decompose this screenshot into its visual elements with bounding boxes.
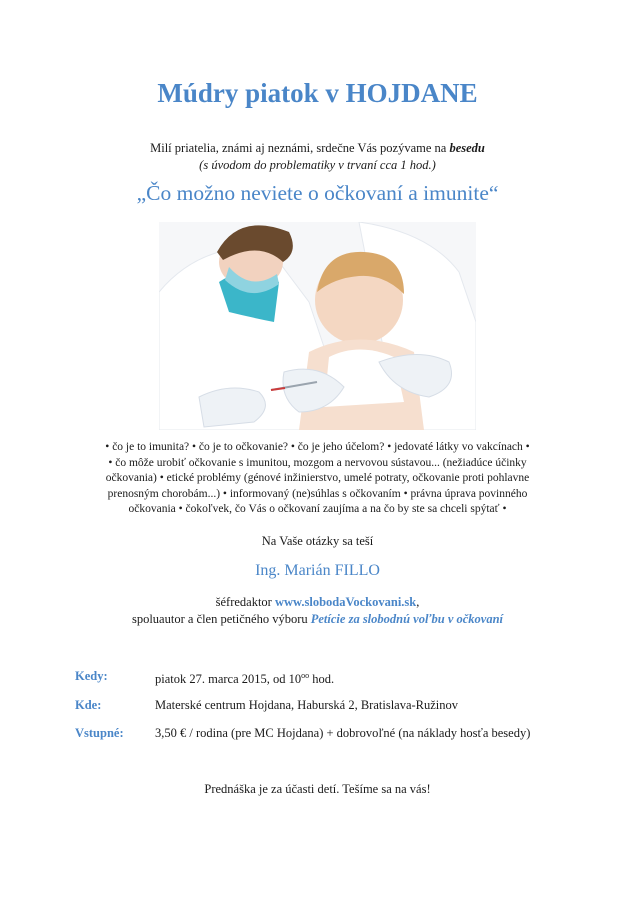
topics-line: prenosným chorobám...) • informovaný (ne)súhlas s očkovaním • právna úprava povinného xyxy=(107,487,528,500)
vaccination-photo-illustration xyxy=(159,222,476,430)
invitation-intro xyxy=(0,140,635,174)
intro-line-1 xyxy=(0,140,635,157)
role-line-2 xyxy=(0,611,635,628)
where-value: Materské centrum Hojdana, Haburská 2, Bratislava-Ružinov xyxy=(155,698,459,712)
role-suffix: , xyxy=(416,595,420,609)
petition-link[interactable]: Petície za slobodnú voľbu v očkovaní xyxy=(310,612,504,626)
entry-label: Vstupné: xyxy=(75,726,124,740)
where-label: Kde: xyxy=(75,698,102,712)
topics-line: očkovania • čokoľvek, čo Vás o očkovaní zaujíma a na čo by ste sa chceli spýtať • xyxy=(128,503,507,515)
role-prefix-2: spoluautor a člen petičného výboru xyxy=(131,612,308,626)
vaccination-photo xyxy=(159,222,476,430)
topics-list xyxy=(80,440,555,518)
website-link[interactable]: www.slobodaVockovani.sk xyxy=(274,595,417,609)
topics-line: • čo môže urobiť očkovanie s imunitou, mozgom a nervovou sústavou... (nežiadúce účinky xyxy=(108,456,527,469)
when-date: piatok 27. marca 2015, od 10 xyxy=(155,672,302,687)
when-value xyxy=(155,668,565,687)
page-title: Múdry piatok v HOJDANE xyxy=(157,78,478,108)
role-line-1 xyxy=(0,594,635,611)
when-label: Kedy: xyxy=(75,669,108,683)
welcome-text: Na Vaše otázky sa teší xyxy=(261,534,374,548)
intro-bold-word: besedu xyxy=(449,141,485,155)
topics-line: • čo je to imunita? • čo je to očkovanie? • čo je jeho účelom? • jedovaté látky vo vakcínach • xyxy=(105,441,530,453)
intro-line-2: (s úvodom do problematiky v trvaní cca 1 hod.) xyxy=(199,158,436,172)
closing-text: Prednáška je za účasti detí. Tešíme sa na vás! xyxy=(204,782,431,796)
speaker-name: Ing. Marián FILLO xyxy=(255,562,380,579)
when-minutes: oo xyxy=(301,671,310,680)
role-prefix: šéfredaktor xyxy=(215,595,272,609)
speaker-roles xyxy=(0,594,635,628)
topics-line: očkovania) • etické problémy (génové inžinierstvo, umelé potraty, očkovanie proti pohlavne xyxy=(105,472,530,484)
when-suffix: hod. xyxy=(309,672,335,687)
lecture-topic: „Čo možno neviete o očkovaní a imunite“ xyxy=(136,181,499,205)
intro-text: Milí priatelia, známi aj neznámi, srdečne Vás pozývame na xyxy=(150,141,447,155)
entry-value: 3,50 € / rodina (pre MC Hojdana) + dobrovoľné (na náklady hosťa besedy) xyxy=(155,726,531,740)
